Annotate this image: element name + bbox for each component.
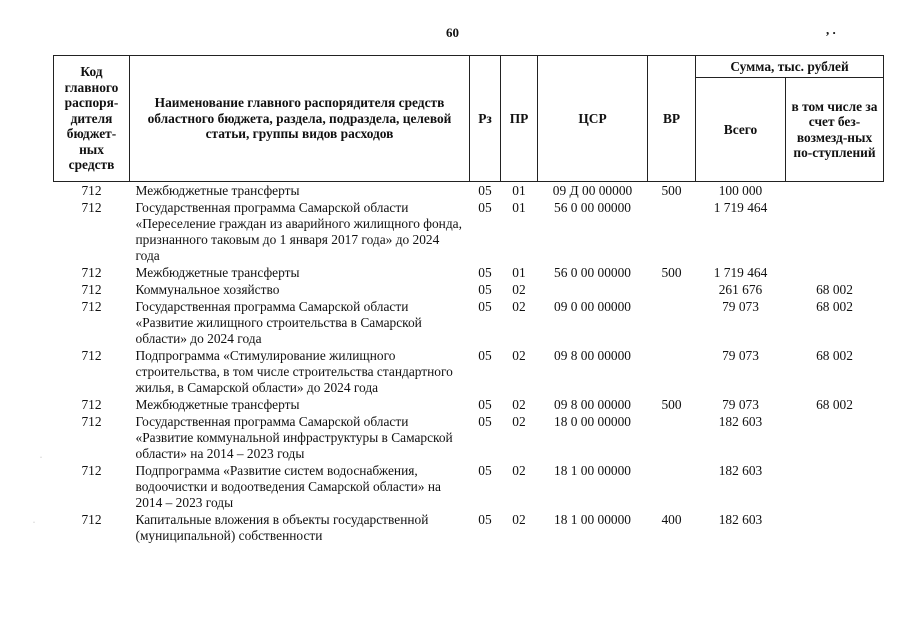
header-csr: ЦСР xyxy=(538,56,648,182)
cell-vr: 500 xyxy=(661,397,682,412)
cell-vr: 500 xyxy=(661,183,682,198)
cell-csr: 56 0 00 00000 xyxy=(554,200,631,215)
cell-name: Межбюджетные трансферты xyxy=(135,183,300,198)
cell-pr: 02 xyxy=(512,414,526,429)
cell-code: 712 xyxy=(81,265,102,280)
cell-vr xyxy=(648,413,696,462)
cell-total: 100 000 xyxy=(718,183,763,198)
table-row xyxy=(54,264,884,281)
table-row xyxy=(54,298,884,347)
cell-vr xyxy=(648,298,696,347)
cell-code: 712 xyxy=(81,414,102,429)
cell-csr: 09 8 00 00000 xyxy=(554,348,631,363)
page-number: 60 xyxy=(446,25,459,40)
cell-incl: 68 002 xyxy=(816,282,853,297)
cell-vr xyxy=(648,281,696,298)
cell-rz: 05 xyxy=(478,282,492,297)
cell-rz: 05 xyxy=(478,463,492,478)
cell-total: 261 676 xyxy=(718,282,763,297)
cell-total: 79 073 xyxy=(722,299,759,314)
cell-rz: 05 xyxy=(478,299,492,314)
cell-vr xyxy=(648,199,696,264)
cell-csr: 18 1 00 00000 xyxy=(554,463,631,478)
cell-vr xyxy=(648,462,696,511)
cell-total: 1 719 464 xyxy=(713,265,768,280)
table-row xyxy=(54,281,884,298)
table-row xyxy=(54,199,884,264)
cell-name: Государственная программа Самарской области «Развитие коммунальной инфраструктуры в Самарской области» на 2014 – 2023 годы xyxy=(135,414,453,461)
cell-csr: 18 1 00 00000 xyxy=(554,512,631,527)
cell-incl xyxy=(786,462,884,511)
cell-pr: 01 xyxy=(512,265,526,280)
table-row xyxy=(54,511,884,544)
header-name: Наименование главного распорядителя средств областного бюджета, раздела, подраздела, целевой статьи, группы видов расходов xyxy=(130,56,470,182)
cell-csr: 56 0 00 00000 xyxy=(554,265,631,280)
budget-table xyxy=(53,55,884,544)
cell-incl: 68 002 xyxy=(816,299,853,314)
cell-name: Межбюджетные трансферты xyxy=(135,397,300,412)
cell-code: 712 xyxy=(81,299,102,314)
header-sum-group: Сумма, тыс. рублей xyxy=(696,56,884,78)
cell-incl: 68 002 xyxy=(816,348,853,363)
cell-incl xyxy=(786,413,884,462)
table-body xyxy=(54,182,884,545)
cell-csr xyxy=(538,281,648,298)
cell-pr: 01 xyxy=(512,200,526,215)
cell-name: Подпрограмма «Стимулирование жилищного строительства, в том числе строительства стандартного жилья, в Самарской области» до 2024 года xyxy=(135,348,453,395)
cell-incl xyxy=(786,264,884,281)
cell-rz: 05 xyxy=(478,512,492,527)
cell-incl xyxy=(786,182,884,200)
cell-total: 79 073 xyxy=(722,397,759,412)
cell-pr: 02 xyxy=(512,299,526,314)
table-row xyxy=(54,413,884,462)
cell-incl xyxy=(786,511,884,544)
cell-pr: 02 xyxy=(512,282,526,297)
header-vr: ВР xyxy=(648,56,696,182)
cell-csr: 09 Д 00 00000 xyxy=(552,183,633,198)
cell-name: Государственная программа Самарской области «Переселение граждан из аварийного жилищного фонда, признанного таковым до 1 января 2017 года» до 2024 года xyxy=(135,200,462,263)
table-row xyxy=(54,347,884,396)
cell-pr: 01 xyxy=(512,183,526,198)
cell-pr: 02 xyxy=(512,397,526,412)
cell-pr: 02 xyxy=(512,348,526,363)
cell-rz: 05 xyxy=(478,183,492,198)
cell-code: 712 xyxy=(81,183,102,198)
cell-total: 79 073 xyxy=(722,348,759,363)
header-pr: ПР xyxy=(501,56,538,182)
table-row xyxy=(54,462,884,511)
cell-rz: 05 xyxy=(478,200,492,215)
table-row xyxy=(54,396,884,413)
cell-rz: 05 xyxy=(478,397,492,412)
cell-code: 712 xyxy=(81,463,102,478)
cell-code: 712 xyxy=(81,512,102,527)
cell-name: Межбюджетные трансферты xyxy=(135,265,300,280)
cell-code: 712 xyxy=(81,282,102,297)
cell-rz: 05 xyxy=(478,348,492,363)
cell-total: 1 719 464 xyxy=(713,200,768,215)
cell-csr: 09 8 00 00000 xyxy=(554,397,631,412)
cell-rz: 05 xyxy=(478,414,492,429)
cell-code: 712 xyxy=(81,397,102,412)
header-rz: Рз xyxy=(470,56,501,182)
cell-vr: 500 xyxy=(661,265,682,280)
page-mark: , . xyxy=(826,22,836,37)
cell-total: 182 603 xyxy=(718,512,763,527)
cell-name: Государственная программа Самарской области «Развитие жилищного строительства в Самарской области» до 2024 года xyxy=(135,299,422,346)
cell-csr: 18 0 00 00000 xyxy=(554,414,631,429)
scan-speck: · xyxy=(40,455,42,461)
cell-rz: 05 xyxy=(478,265,492,280)
table-header xyxy=(54,56,884,182)
scan-speck: · xyxy=(33,520,35,526)
cell-incl xyxy=(786,199,884,264)
cell-code: 712 xyxy=(81,200,102,215)
header-total: Всего xyxy=(696,78,786,182)
cell-code: 712 xyxy=(81,348,102,363)
cell-incl: 68 002 xyxy=(816,397,853,412)
cell-pr: 02 xyxy=(512,463,526,478)
cell-pr: 02 xyxy=(512,512,526,527)
cell-total: 182 603 xyxy=(718,414,763,429)
cell-vr: 400 xyxy=(661,512,682,527)
header-code: Код главного распоря-дителя бюджет-ных средств xyxy=(54,56,130,182)
cell-total: 182 603 xyxy=(718,463,763,478)
table-row xyxy=(54,182,884,200)
cell-name: Подпрограмма «Развитие систем водоснабжения, водоочистки и водоотведения Самарской области» на 2014 – 2023 годы xyxy=(135,463,441,510)
header-incl: в том числе за счет без-возмезд-ных по-ступлений xyxy=(786,78,884,182)
cell-name: Капитальные вложения в объекты государственной (муниципальной) собственности xyxy=(135,512,429,543)
cell-csr: 09 0 00 00000 xyxy=(554,299,631,314)
cell-vr xyxy=(648,347,696,396)
cell-name: Коммунальное хозяйство xyxy=(135,282,280,297)
